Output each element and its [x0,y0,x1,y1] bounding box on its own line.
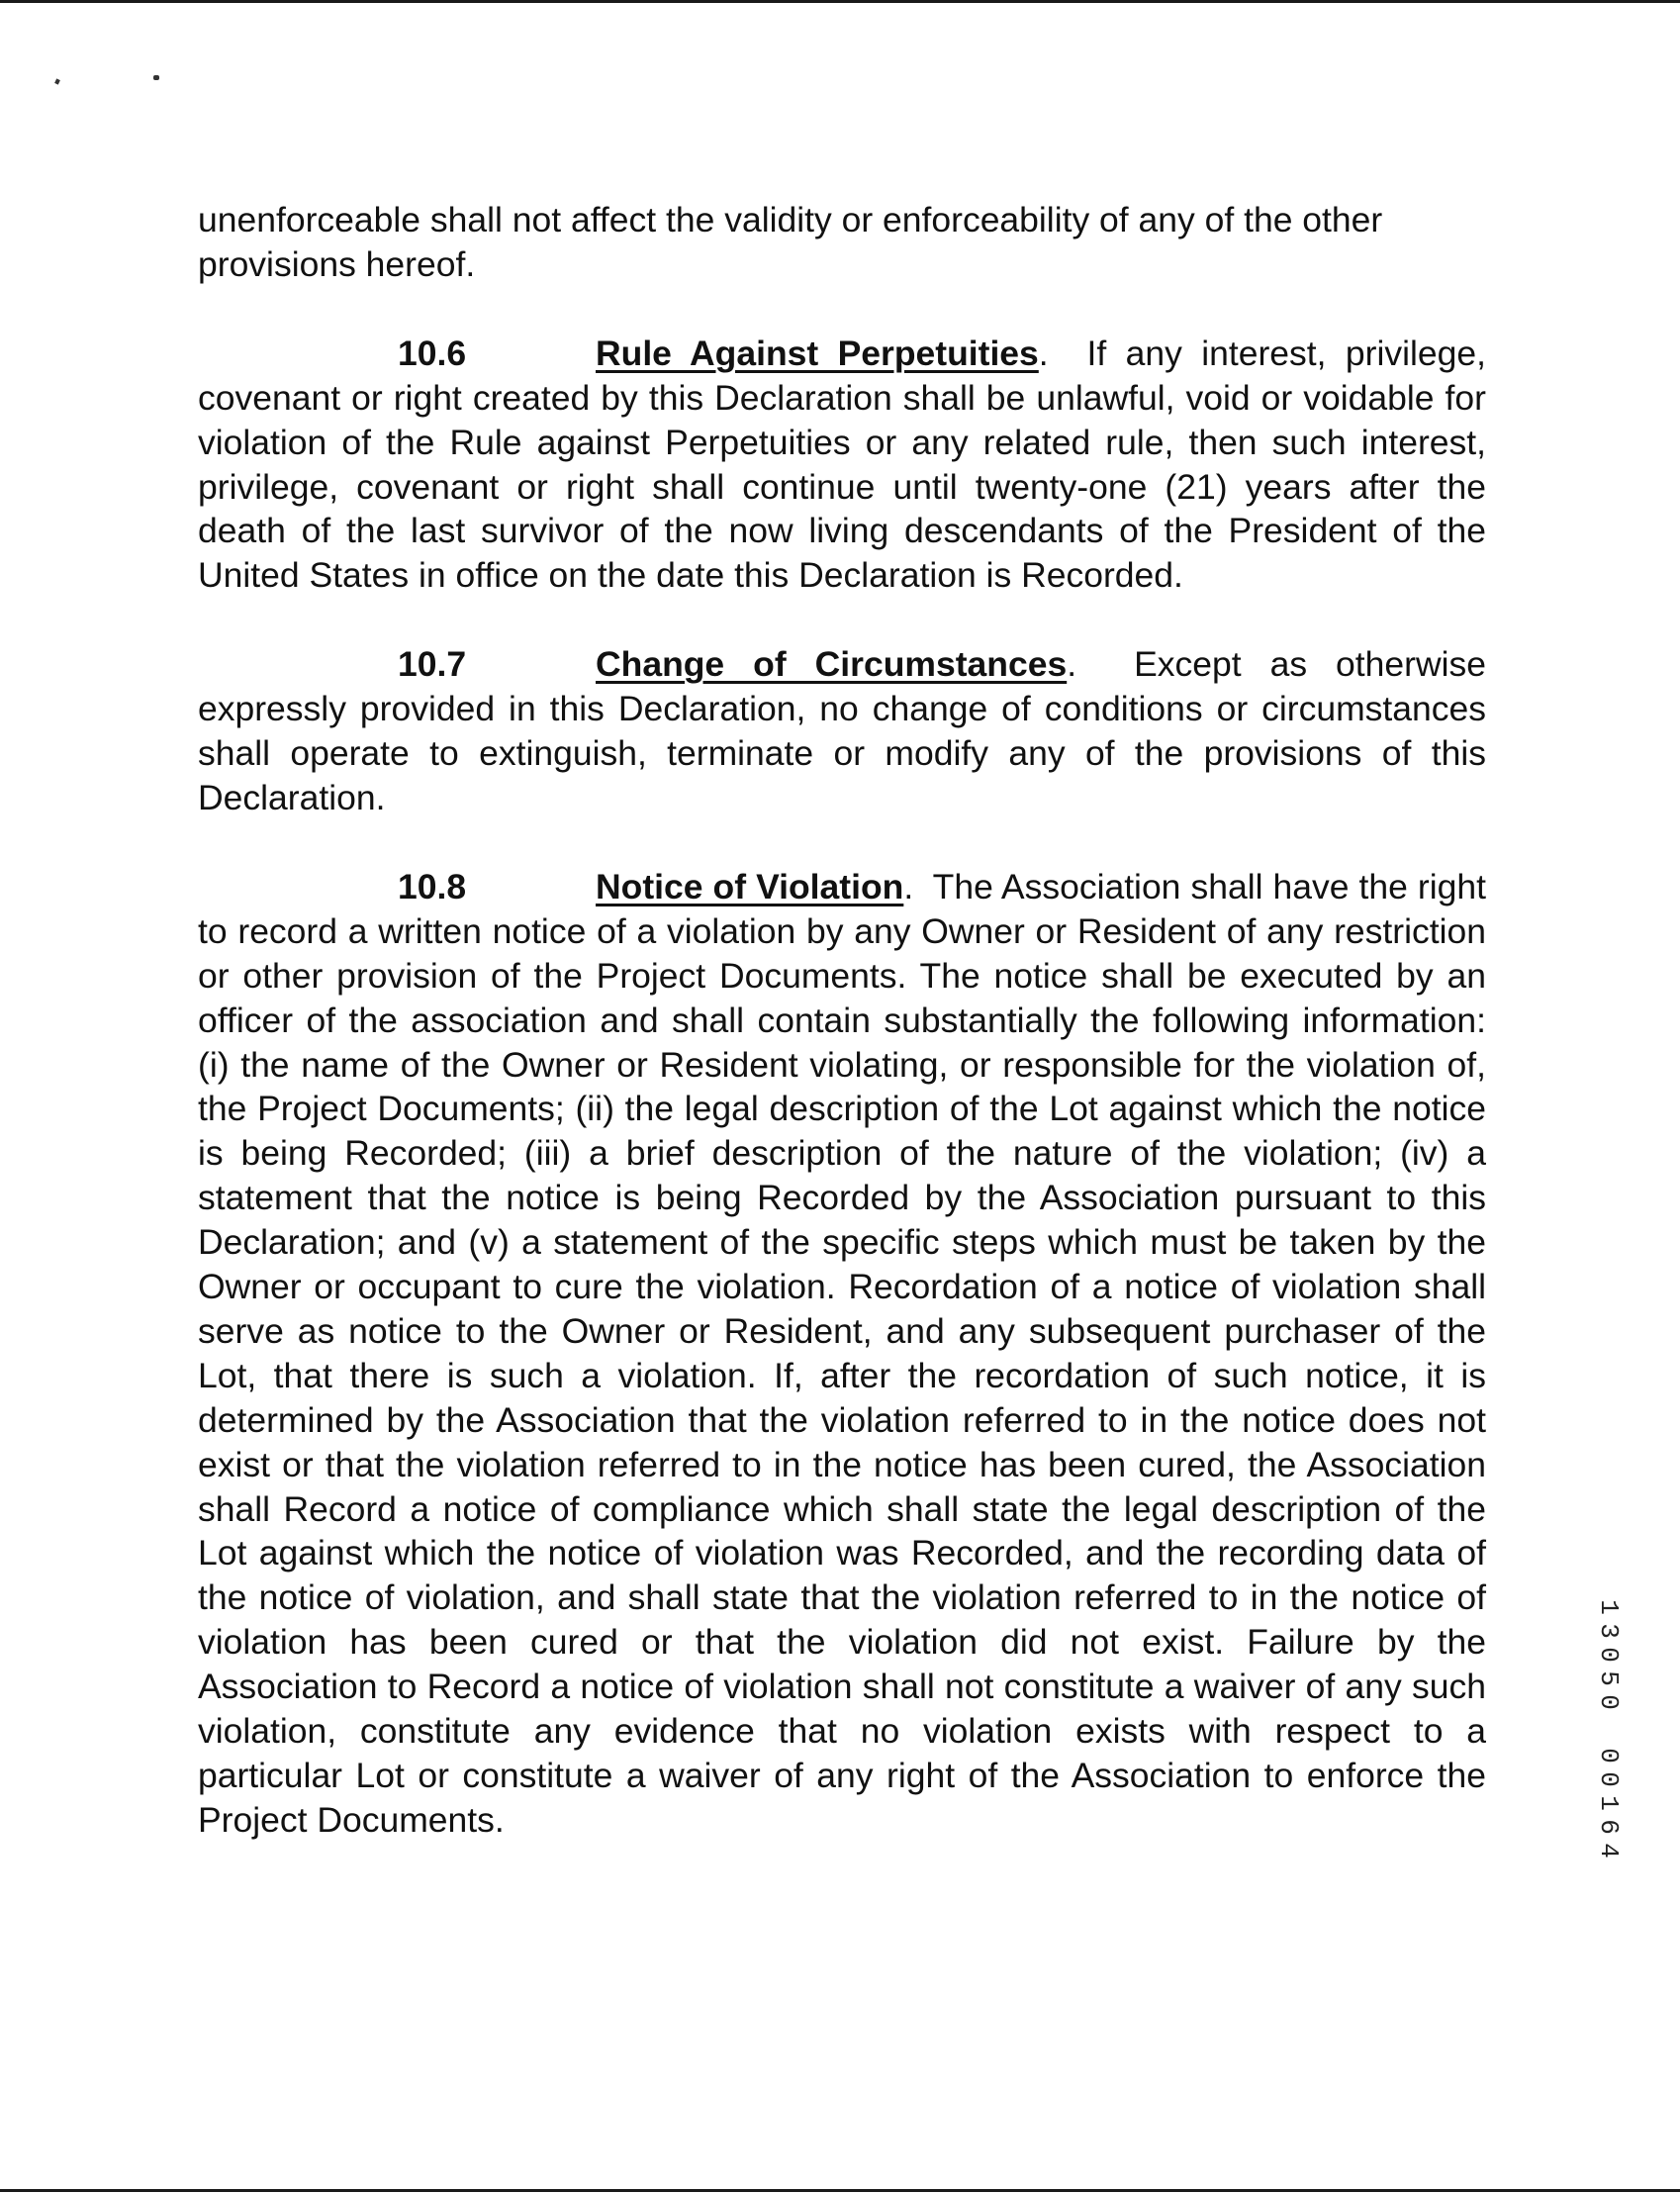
stamp-digit: 6 [1594,1819,1624,1835]
document-body [198,198,1486,1843]
section-number: 10.7 [398,644,467,685]
section-10-6 [198,332,1486,598]
title-period: . [1038,333,1049,373]
section-number: 10.8 [398,866,467,906]
stamp-digit: 1 [1594,1599,1624,1615]
section-text: Except as otherwise expressly provided in this Declaration, no change of conditions or circumstances shall operate to extinguish, terminate or modify any of the provisions of this Declaration. [198,644,1486,817]
page-bottom-border [0,2189,1680,2192]
paragraph-text: unenforceable shall not affect the validity or enforceability of any of the other provisions hereof. [198,200,1383,284]
scan-artifact [54,78,60,84]
stamp-digit: 1 [1594,1795,1624,1811]
stamp-digit: 4 [1594,1843,1624,1859]
section-title: Change of Circumstances [596,644,1068,685]
title-period: . [903,866,914,906]
section-title: Rule Against Perpetuities [596,333,1039,373]
paragraph-continuation [198,198,1486,287]
stamp-digit: 0 [1594,1771,1624,1787]
scan-artifact [153,75,159,80]
section-number: 10.6 [398,333,467,373]
section-text: The Association shall have the right to record a written notice of a violation by any Owner or Resident of any restriction or other provision of the Project Documents. The notice shall be executed by an officer of the association and shall contain substantially the following information: (i) the name of the Owner or Resident violating, or responsible for the violation of, the Project Documents; (ii) the legal description of the Lot against which the notice is being Recorded; (iii) a brief description of the nature of the violation; (iv) a statement that the notice is being Recorded by the Association pursuant to this Declaration; and (v) a statement of the specific steps which must be taken by the Owner or occupant to cure the violation. Recordation of a notice of violation shall serve as notice to the Owner or Resident, and any subsequent purchaser of the Lot, that there is such a violation. If, after the recordation of such notice, it is determined by the Association that the violation referred to in the notice does not exist or that the violation referred to in the notice has been cured, the Association shall Record a notice of compliance which shall state the legal description of the Lot against which the notice of violation was Recorded, and the recording data of the notice of violation, and shall state that the violation referred to in the notice of violation has been cured or that the violation did not exist. Failure by the Association to Record a notice of violation shall not constitute a waiver of any such violation, constitute any evidence that no violation exists with respect to a particular Lot or constitute a waiver of any right of the Association to enforce the Project Documents. [198,866,1486,1840]
stamp-digit: 3 [1594,1623,1624,1639]
title-period: . [1067,644,1077,685]
section-10-8 [198,865,1486,1843]
section-title: Notice of Violation [596,866,904,906]
stamp-digit: 5 [1594,1670,1624,1686]
stamp-digit: 0 [1594,1694,1624,1710]
stamp-digit: 0 [1594,1647,1624,1663]
section-text: If any interest, privilege, covenant or right created by this Declaration shall be unlawful, void or voidable for violation of the Rule against Perpetuities or any related rule, then such interest, privilege, covenant or right shall continue until twenty-one (21) years after the death of the last survivor of the now living descendants of the President of the United States in office on the date this Declaration is Recorded. [198,333,1486,596]
margin-recording-stamp [1595,1595,1623,1862]
page-top-border [0,0,1680,3]
section-10-7 [198,642,1486,820]
stamp-digit: 0 [1594,1748,1624,1764]
